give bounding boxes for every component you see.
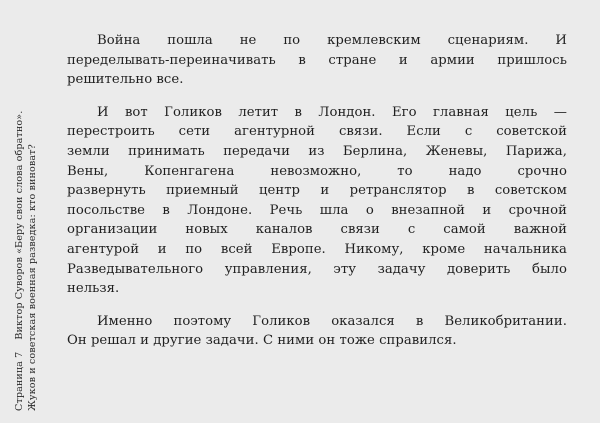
text-line: Разведывательного управления, эту задачу доверить было — [67, 261, 567, 277]
text-line: Он решал и другие задачи. С ними он тоже справился. — [67, 333, 457, 349]
margin-header-line-1 — [13, 11, 26, 411]
text-line: И вот Голиков летит в Лондон. Его главная цель — — [97, 104, 567, 120]
book-subtitle: Жуков и советская военная разведка: кто виноват? — [27, 144, 38, 411]
text-line: решительно все. — [67, 72, 184, 88]
text-line: организации новых каналов связи с самой важной — [67, 222, 567, 238]
paragraph — [67, 31, 567, 90]
book-author-title: Виктор Суворов «Беру свои слова обратно». — [14, 110, 25, 340]
margin-header — [0, 0, 52, 423]
page-label: Страница 7 — [14, 351, 25, 411]
text-line: развернуть приемный центр и ретранслятор в советском — [67, 183, 567, 199]
text-line: переделывать-переиначивать в стране и армии пришлось — [67, 52, 567, 68]
text-line: Именно поэтому Голиков оказался в Великобритании. — [97, 313, 567, 329]
body-text — [67, 31, 567, 364]
paragraph — [67, 103, 567, 299]
text-line: перестроить сети агентурной связи. Если с советской — [67, 124, 567, 140]
text-line: посольстве в Лондоне. Речь шла о внезапной и срочной — [67, 202, 567, 218]
text-line: Вены, Копенгагена невозможно, то надо срочно — [67, 163, 567, 179]
text-line: нельзя. — [67, 281, 120, 297]
text-line: Война пошла не по кремлевским сценариям. И — [97, 33, 567, 48]
text-line: агентурой и по всей Европе. Никому, кроме начальника — [67, 241, 567, 257]
paragraph — [67, 312, 567, 351]
text-line: земли принимать передачи из Берлина, Женевы, Парижа, — [67, 143, 567, 159]
margin-header-text — [13, 11, 39, 411]
margin-header-line-2 — [26, 11, 39, 411]
